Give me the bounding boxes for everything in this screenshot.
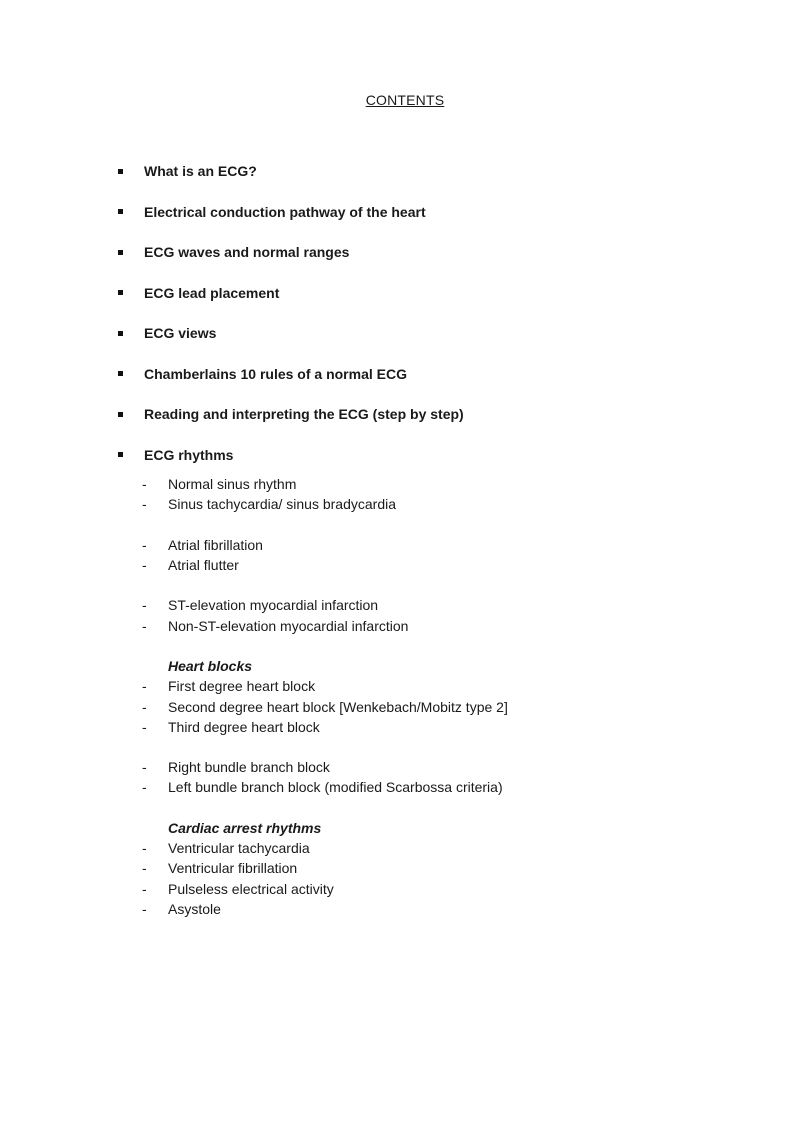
list-item: [142, 777, 508, 797]
heart-blocks-group: [142, 656, 508, 737]
square-bullet-icon: [118, 371, 123, 376]
dash-marker: -: [142, 617, 147, 634]
dash-marker: -: [142, 840, 147, 856]
dash-marker: -: [142, 536, 147, 553]
contents-item: [118, 435, 464, 476]
list-item-label: Third degree heart block: [168, 718, 320, 735]
contents-list: [118, 151, 464, 475]
list-item-label: ST-elevation myocardial infarction: [168, 597, 379, 614]
list-item: [142, 535, 508, 555]
square-bullet-icon: [118, 452, 123, 457]
bundle-branch-group: [142, 757, 508, 798]
list-item: [142, 838, 508, 858]
contents-item: [118, 151, 464, 192]
list-item-label: Atrial fibrillation: [168, 536, 263, 553]
list-item-label: First degree heart block: [168, 678, 316, 695]
sinus-group: [142, 474, 508, 515]
heart-blocks-heading: Heart blocks: [168, 657, 253, 674]
contents-item: [118, 192, 464, 233]
contents-item: [118, 273, 464, 314]
list-item-label: Sinus tachycardia/ sinus bradycardia: [168, 496, 397, 513]
list-item: [142, 555, 508, 575]
list-item: [142, 676, 508, 696]
list-item-label: Normal sinus rhythm: [168, 476, 297, 493]
contents-item: [118, 313, 464, 354]
list-item-label: Right bundle branch block: [168, 759, 330, 776]
contents-item-label: ECG views: [144, 325, 217, 342]
list-item: [142, 474, 508, 494]
contents-item: [118, 232, 464, 273]
list-item: [142, 878, 508, 898]
contents-item-label: Reading and interpreting the ECG (step by step): [144, 406, 464, 423]
list-item: [142, 717, 508, 737]
list-item-label: Non-ST-elevation myocardial infarction: [168, 617, 409, 634]
square-bullet-icon: [118, 412, 123, 417]
dash-marker: -: [142, 476, 147, 493]
dash-marker: -: [142, 597, 147, 614]
infarction-group: [142, 595, 508, 636]
square-bullet-icon: [118, 290, 123, 295]
dash-marker: -: [142, 678, 147, 695]
contents-item: [118, 394, 464, 435]
contents-item-label: Electrical conduction pathway of the heart: [144, 203, 426, 220]
dash-marker: -: [142, 759, 147, 776]
dash-marker: -: [142, 900, 147, 917]
square-bullet-icon: [118, 331, 123, 336]
list-item-label: Ventricular fibrillation: [168, 860, 298, 877]
dash-marker: -: [142, 496, 147, 513]
list-item: [142, 595, 508, 615]
rhythms-sublist: [142, 474, 508, 939]
dash-marker: -: [142, 860, 147, 877]
list-item: [142, 615, 508, 635]
dash-marker: -: [142, 779, 147, 796]
list-item-label: Pulseless electrical activity: [168, 880, 334, 897]
square-bullet-icon: [118, 169, 123, 174]
dash-marker: -: [142, 880, 147, 897]
atrial-group: [142, 535, 508, 576]
list-item: [142, 696, 508, 716]
list-item: [142, 757, 508, 777]
dash-marker: -: [142, 718, 147, 735]
list-item-label: Ventricular tachycardia: [168, 840, 310, 856]
list-item-label: Asystole: [168, 900, 221, 917]
list-item-label: Second degree heart block [Wenkebach/Mobitz type 2]: [168, 698, 508, 715]
page-title: CONTENTS: [365, 92, 445, 108]
cardiac-arrest-heading: Cardiac arrest rhythms: [168, 819, 322, 836]
list-item: [142, 858, 508, 878]
square-bullet-icon: [118, 209, 123, 214]
dash-marker: -: [142, 557, 147, 574]
cardiac-arrest-group: [142, 818, 508, 919]
square-bullet-icon: [118, 250, 123, 255]
list-item: [142, 494, 508, 514]
contents-item: [118, 354, 464, 395]
contents-item-label: ECG waves and normal ranges: [144, 244, 350, 261]
list-item: [142, 899, 508, 919]
contents-item-label: ECG lead placement: [144, 284, 280, 301]
contents-item-label: What is an ECG?: [144, 163, 257, 180]
list-item-label: Left bundle branch block (modified Scarbossa criteria): [168, 779, 503, 796]
list-item-label: Atrial flutter: [168, 557, 239, 574]
contents-item-label: ECG rhythms: [144, 446, 234, 463]
contents-item-label: Chamberlains 10 rules of a normal ECG: [144, 365, 407, 382]
dash-marker: -: [142, 698, 147, 715]
